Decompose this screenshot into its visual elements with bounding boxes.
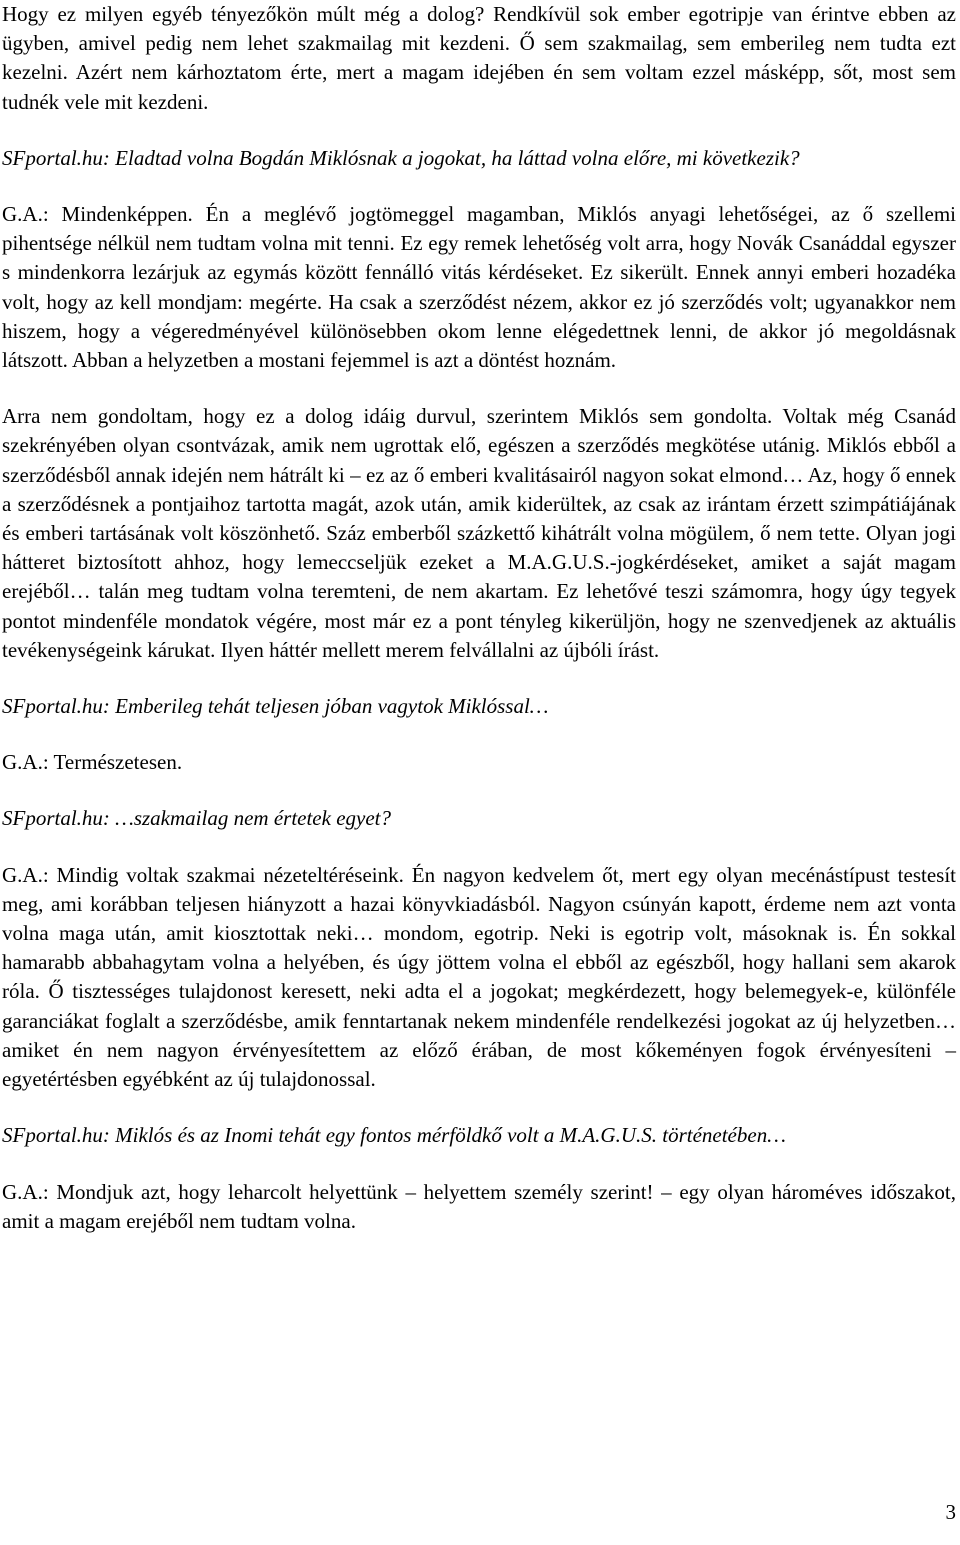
paragraph-question: SFportal.hu: Miklós és az Inomi tehát egy fontos mérföldkő volt a M.A.G.U.S. történetében…	[2, 1123, 786, 1148]
paragraph-question: SFportal.hu: …szakmailag nem értetek egyet?	[2, 806, 391, 831]
paragraph-answer: Hogy ez milyen egyéb tényezőkön múlt még a dolog? Rendkívül sok ember egotripje van érintve ebben az ügyben, amivel pedig nem lehet szakmailag mit kezdeni. Ő sem szakmailag, sem emberileg nem tudta ezt kezelni. Azért nem kárhoztatom érte, mert a magam idejében én sem voltam ezzel másképp, sőt, most sem tudnék vele mit kezdeni.	[2, 2, 956, 114]
page-number: 3	[945, 1500, 956, 1524]
paragraph-answer: G.A.: Mondjuk azt, hogy leharcolt helyettünk – helyettem személy szerint! – egy olyan hároméves időszakot, amit a magam erejéből nem tudtam volna.	[2, 1179, 956, 1233]
paragraph-answer: Arra nem gondoltam, hogy ez a dolog idáig durvul, szerintem Miklós sem gondolta. Voltak még Csanád szekrényében olyan csontvázak, amik nem ugrottak elő, egészen a szerződés megkötése utánig. Miklós ebből a szerződésből annak idején nem hátrált ki – ez az ő emberi kvalitásairól nagyon sokat elmond… Az, hogy ő ennek a szerződésnek a pontjaihoz tartotta magát, azok után, amik kiderültek, az csak az irántam érzett szimpátiájának és emberi tartásának volt köszönhető. Száz emberből százkettő kihátrált volna mögülem, ő nem tette. Olyan jogi hátteret biztosított ahhoz, hogy lemeccseljük ezeket a M.A.G.U.S.-jogkérdéseket, amiket a saját magam erejéből… talán meg tudtam volna teremteni, de nem akartam. Ez lehetővé teszi számomra, hogy úgy tegyek pontot mindenféle mondatok végére, most már ez a pont tényleg kikerüljön, hogy ne szenvedjenek az aktuális tevékenységeink kárukat. Ilyen háttér mellett merem felvállalni az újbóli írást.	[2, 404, 956, 662]
paragraph-question: SFportal.hu: Eladtad volna Bogdán Miklósnak a jogokat, ha láttad volna előre, mi következik?	[2, 145, 800, 170]
paragraph-answer: G.A.: Mindig voltak szakmai nézeteltéréseink. Én nagyon kedvelem őt, mert egy olyan mecénástípust testesít meg, ami korábban teljesen hiányzott a hazai könyvkiadásból. Nagyon csúnyán kapott, érdeme nem azt vonta volna maga után, amit kiosztottak neki… mondom, egotrip. Neki is egotrip volt, másoknak is. Én sokkal hamarabb abbahagytam volna a helyében, és úgy jöttem volna el ebből az egészből, hogy hallani sem akarok róla. Ő tisztességes tulajdonost keresett, neki adta el a jogokat; megkérdezett, hogy belemegyek-e, különféle garanciákat foglalt a szerződésbe, amik fenntartanak nekem mindenféle rendelkezési jogokat az új helyzetben… amiket én nem nagyon érvényesítettem az előző érában, de most kőkeményen fogok érvényesíteni – egyetértésben egyébként az új tulajdonossal.	[2, 862, 956, 1092]
paragraph-answer: G.A.: Természetesen.	[2, 750, 183, 775]
page-body	[2, 0, 956, 1236]
paragraph-answer: G.A.: Mindenképpen. Én a meglévő jogtömeggel magamban, Miklós anyagi lehetőségei, az ő szellemi pihentsége nélkül nem tudtam volna mit tenni. Ez egy remek lehetőség volt arra, hogy Novák Csanáddal egyszer s mindenkorra lezárjuk az egymás között fennálló vitás kérdéseket. Ez sikerült. Ennek annyi emberi hozadéka volt, hogy az kell mondjam: megérte. Ha csak a szerződést nézem, akkor ez jó szerződés volt; ugyanakkor nem hiszem, hogy a végeredményével különösebben okom lenne elégedettnek lenni, de akkor jó megoldásnak látszott. Abban a helyzetben a mostani fejemmel is azt a döntést hoznám.	[2, 202, 956, 373]
paragraph-question: SFportal.hu: Emberileg tehát teljesen jóban vagytok Miklóssal…	[2, 694, 549, 719]
